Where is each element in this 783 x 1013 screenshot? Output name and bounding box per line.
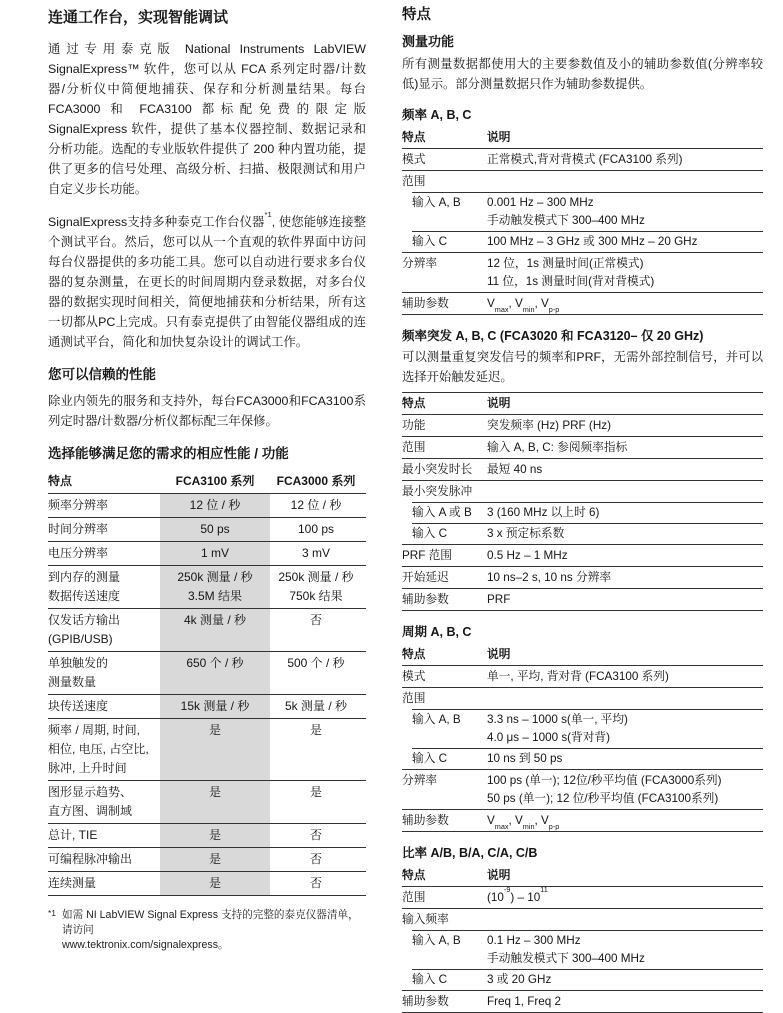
fca3000-cell: 是 <box>309 785 322 799</box>
spec-row <box>402 544 763 566</box>
feature-cell: 总计, TIE <box>48 828 98 842</box>
spec-table-header <box>402 644 763 666</box>
right-column <box>402 6 763 1013</box>
section-title-period: 周期 A, B, C <box>402 625 472 639</box>
spec-group-row <box>402 170 763 192</box>
feature-cell: 频率 / 周期, 时间, 相位, 电压, 占空比, 脉冲, 上升时间 <box>48 723 149 775</box>
fca3000-cell: 否 <box>309 613 322 627</box>
fca3100-cell: 50 ps <box>160 518 270 541</box>
table-row <box>48 780 366 823</box>
paragraph-measure-intro: 所有测量数据都使用大的主要参数值及小的辅助参数值(分辨率较低)显示。部分测量数据只作为辅助参数提供。 <box>402 57 763 91</box>
spec-feature-label: 模式 <box>402 152 426 166</box>
spec-feature-label: 辅助参数 <box>402 592 449 606</box>
table-row <box>48 847 366 871</box>
spec-row <box>402 809 763 831</box>
fca3000-cell: 否 <box>309 852 322 866</box>
paragraph-burst-intro: 可以测量重复突发信号的频率和PRF，无需外部控制信号，并可以选择开始触发延迟。 <box>402 350 763 384</box>
fca3000-cell: 否 <box>309 828 322 842</box>
spec-row <box>402 748 763 769</box>
spec-description-value: 正常模式,背对背模式 (FCA3100 系列) <box>487 152 683 166</box>
paragraph-warranty: 除业内领先的服务和支持外，每台FCA3000和FCA3100系列定时器/计数器/分析仪都标配三年保修。 <box>48 394 366 428</box>
spec-description-value: 输入 A, B, C: 参阅频率指标 <box>487 440 628 454</box>
spec-row <box>402 149 763 170</box>
spec-feature-label: 输入 A, B <box>412 195 461 209</box>
spec-feature-label: 辅助参数 <box>402 994 449 1008</box>
spec-feature-label: 输入 C <box>412 751 448 765</box>
spec-row <box>402 436 763 458</box>
spec-table-burst <box>402 392 763 611</box>
header-feature: 特点 <box>48 474 73 488</box>
fca3100-cell: 是 <box>160 872 270 895</box>
feature-cell: 时间分辨率 <box>48 522 109 536</box>
spec-header-description: 说明 <box>487 647 511 661</box>
fca3100-cell: 250k 测量 / 秒 3.5M 结果 <box>160 566 270 608</box>
spec-row <box>402 769 763 809</box>
spec-row <box>402 887 763 908</box>
spec-feature-label: PRF 范围 <box>402 548 452 562</box>
spec-feature-label: 模式 <box>402 669 426 683</box>
spec-header-description: 说明 <box>487 868 511 882</box>
fca3000-cell: 250k 测量 / 秒 750k 结果 <box>278 570 354 603</box>
section-title-ratio: 比率 A/B, B/A, C/A, C/B <box>402 846 538 860</box>
table-row <box>48 823 366 847</box>
feature-cell: 电压分辨率 <box>48 546 109 560</box>
fca3100-cell: 是 <box>160 781 270 823</box>
spec-group-label: 范围 <box>402 691 426 705</box>
spec-description-value: 100 ps (单一); 12位/秒平均值 (FCA3000系列) 50 ps (单一); 12 位/秒平均值 (FCA3100系列) <box>487 773 722 805</box>
spec-description-value: 0.001 Hz – 300 MHz 手动触发模式下 300–400 MHz <box>487 195 645 227</box>
spec-row <box>402 502 763 523</box>
fca3000-cell: 100 ps <box>297 522 335 536</box>
section-title-connected-workbench: 连通工作台，实现智能调试 <box>48 9 229 26</box>
fca3000-cell: 否 <box>309 876 322 890</box>
spec-feature-label: 辅助参数 <box>402 813 449 827</box>
spec-feature-label: 输入 C <box>412 972 448 986</box>
spec-row <box>402 666 763 687</box>
fca3000-cell: 3 mV <box>301 546 330 560</box>
comparison-header-row <box>48 470 366 493</box>
spec-feature-label: 输入 C <box>412 526 448 540</box>
spec-description-value: 3.3 ns – 1000 s(单一, 平均) 4.0 μs – 1000 s(背对背) <box>487 712 628 744</box>
spec-description-value: 突发频率 (Hz) PRF (Hz) <box>487 418 612 432</box>
spec-description-value: 10 ns 到 50 ps <box>487 751 563 765</box>
spec-description-value: 12 位，1s 测量时间(正常模式) 11 位，1s 测量时间(背对背模式) <box>487 256 655 288</box>
spec-row <box>402 930 763 969</box>
spec-feature-label: 输入 C <box>412 234 448 248</box>
spec-group-label: 范围 <box>402 174 426 188</box>
spec-feature-label: 辅助参数 <box>402 296 449 310</box>
spec-row <box>402 292 763 314</box>
section-title-burst: 频率突发 A, B, C (FCA3020 和 FCA3120– 仅 20 GHz) <box>402 329 704 343</box>
spec-row <box>402 709 763 748</box>
spec-description-value: 最短 40 ns <box>487 462 543 476</box>
spec-row <box>402 415 763 436</box>
spec-feature-label: 功能 <box>402 418 426 432</box>
spec-group-label: 最小突发脉冲 <box>402 484 473 498</box>
spec-header-description: 说明 <box>487 396 511 410</box>
spec-feature-label: 范围 <box>402 440 426 454</box>
fca3100-cell: 是 <box>160 824 270 847</box>
footnote-text: 如需 NI LabVIEW Signal Express 支持的完整的泰克仪器清单，请访问 www.tektronix.com/signalexpress。 <box>62 909 359 951</box>
paragraph-signalexpress-2: SignalExpress支持多种泰克工作台仪器$^{*1}$, 使您能够连接整个测试平台。然后，您可以从一个直观的软件界面中访问每台仪器提供的多功能工具。您可以自动进行要求多台仪器的复杂测量，在更长的时间周期内登录数据，对多台仪器的数据实现时间相关，简便地捕获和分析结果，所有这一切都从PC上完成。只有泰克提供了由智能仪器组成的连通测试平台，简化和加快复杂设计的调试工作。 <box>48 210 366 349</box>
spec-feature-label: 输入 A, B <box>412 712 461 726</box>
spec-table-header <box>402 127 763 149</box>
section-title-frequency: 频率 A, B, C <box>402 108 472 122</box>
footnote-marker: *1 <box>48 908 57 918</box>
feature-cell: 图形显示趋势、 直方图、调制域 <box>48 785 133 818</box>
spec-row <box>402 523 763 544</box>
spec-description-value: 3 x 预定标系数 <box>487 526 565 540</box>
spec-row <box>402 458 763 480</box>
spec-group-row <box>402 908 763 930</box>
spec-row <box>402 588 763 610</box>
table-row <box>48 651 366 694</box>
fca3100-cell: 1 mV <box>160 542 270 565</box>
spec-table-frequency <box>402 127 763 315</box>
table-row <box>48 871 366 895</box>
section-title-features: 特点 <box>402 7 431 23</box>
spec-table-ratio <box>402 865 763 1013</box>
spec-header-feature: 特点 <box>402 130 426 144</box>
fca3000-cell: 5k 测量 / 秒 <box>284 699 347 713</box>
table-row <box>48 608 366 651</box>
feature-cell: 到内存的测量 数据传送速度 <box>48 570 121 603</box>
spec-table-period <box>402 644 763 832</box>
spec-feature-label: 最小突发时长 <box>402 462 473 476</box>
feature-cell: 仅发话方输出 (GPIB/USB) <box>48 613 121 646</box>
spec-row <box>402 192 763 231</box>
spec-table-header <box>402 392 763 415</box>
table-row <box>48 718 366 780</box>
fca3100-cell: 12 位 / 秒 <box>160 494 270 517</box>
feature-cell: 可编程脉冲输出 <box>48 852 133 866</box>
fca3100-cell: 是 <box>160 719 270 780</box>
spec-group-row <box>402 480 763 502</box>
table-row <box>48 565 366 608</box>
spec-description-value: 0.5 Hz – 1 MHz <box>487 548 568 562</box>
feature-cell: 单独触发的 测量数量 <box>48 656 109 689</box>
spec-group-row <box>402 687 763 709</box>
spec-row <box>402 231 763 252</box>
spec-description-value: 单一, 平均, 背对背 (FCA3100 系列) <box>487 669 669 683</box>
spec-group-label: 输入频率 <box>402 912 449 926</box>
fca3100-cell: 4k 测量 / 秒 <box>160 609 270 651</box>
section-title-reliability: 您可以信赖的性能 <box>48 367 156 382</box>
header-fca3000: FCA3000 系列 <box>276 474 356 488</box>
spec-row <box>402 990 763 1012</box>
spec-feature-label: 输入 A 或 B <box>412 505 472 519</box>
spec-description-value: 3 (160 MHz 以上时 6) <box>487 505 600 519</box>
fca3100-cell: 15k 测量 / 秒 <box>160 695 270 718</box>
left-column <box>48 8 366 953</box>
footnote <box>48 908 366 953</box>
spec-header-feature: 特点 <box>402 868 426 882</box>
spec-feature-label: 范围 <box>402 890 426 904</box>
table-row <box>48 517 366 541</box>
spec-feature-label: 分辨率 <box>402 773 438 787</box>
spec-feature-label: 开始延迟 <box>402 570 449 584</box>
fca3100-cell: 650 个 / 秒 <box>160 652 270 694</box>
spec-description-value: PRF <box>487 592 511 606</box>
spec-header-feature: 特点 <box>402 396 426 410</box>
spec-table-header <box>402 865 763 887</box>
fca3100-cell: 是 <box>160 848 270 871</box>
section-title-comparison: 选择能够满足您的需求的相应性能 / 功能 <box>48 446 289 461</box>
spec-feature-label: 输入 A, B <box>412 933 461 947</box>
table-row <box>48 694 366 718</box>
header-fca3100: FCA3100 系列 <box>175 474 255 488</box>
feature-cell: 连续测量 <box>48 876 97 890</box>
spec-header-description: 说明 <box>487 130 511 144</box>
spec-description-value: Freq 1, Freq 2 <box>487 994 562 1008</box>
paragraph-signalexpress-1: 通过专用泰克版 National Instruments LabVIEW SignalExpress™ 软件，您可以从 FCA 系列定时器/计数器/分析仪中简便地捕获、保存和分析测量结果。每台 FCA3000 和 FCA3100 都标配免费的限定版 SignalExpress 软件，提供了基本仪器控制、数据记录和分析功能。选配的专业版软件提供了 200 种内置功能，提供了更多的信号处理、高级分析、扫描、极限测试和用户自定义步长功能。 <box>48 42 366 196</box>
spec-description-value: 3 或 20 GHz <box>487 972 552 986</box>
fca3000-cell: 是 <box>309 723 322 737</box>
spec-description-value: 0.1 Hz – 300 MHz 手动触发模式下 300–400 MHz <box>487 933 645 965</box>
spec-description-value: $V_{max}$, $V_{min}$, $V_{p-p}$ <box>487 813 560 831</box>
section-title-measure-functions: 测量功能 <box>402 34 455 49</box>
feature-cell: 块传送速度 <box>48 699 109 713</box>
spec-description-value: 10 ns–2 s, 10 ns 分辨率 <box>487 570 612 584</box>
fca3000-cell: 12 位 / 秒 <box>290 498 342 512</box>
spec-feature-label: 分辨率 <box>402 256 438 270</box>
spec-description-value: 100 MHz – 3 GHz 或 300 MHz – 20 GHz <box>487 234 698 248</box>
comparison-table <box>48 470 366 896</box>
spec-header-feature: 特点 <box>402 647 426 661</box>
spec-description-value: $V_{max}$, $V_{min}$, $V_{p-p}$ <box>487 296 560 314</box>
table-row <box>48 541 366 565</box>
fca3000-cell: 500 个 / 秒 <box>287 656 345 670</box>
spec-description-value: $(10^{-9}) - 10^{11}$ <box>487 885 548 904</box>
table-row <box>48 493 366 517</box>
spec-row <box>402 969 763 990</box>
spec-row <box>402 252 763 292</box>
spec-row <box>402 566 763 588</box>
feature-cell: 频率分辨率 <box>48 498 109 512</box>
